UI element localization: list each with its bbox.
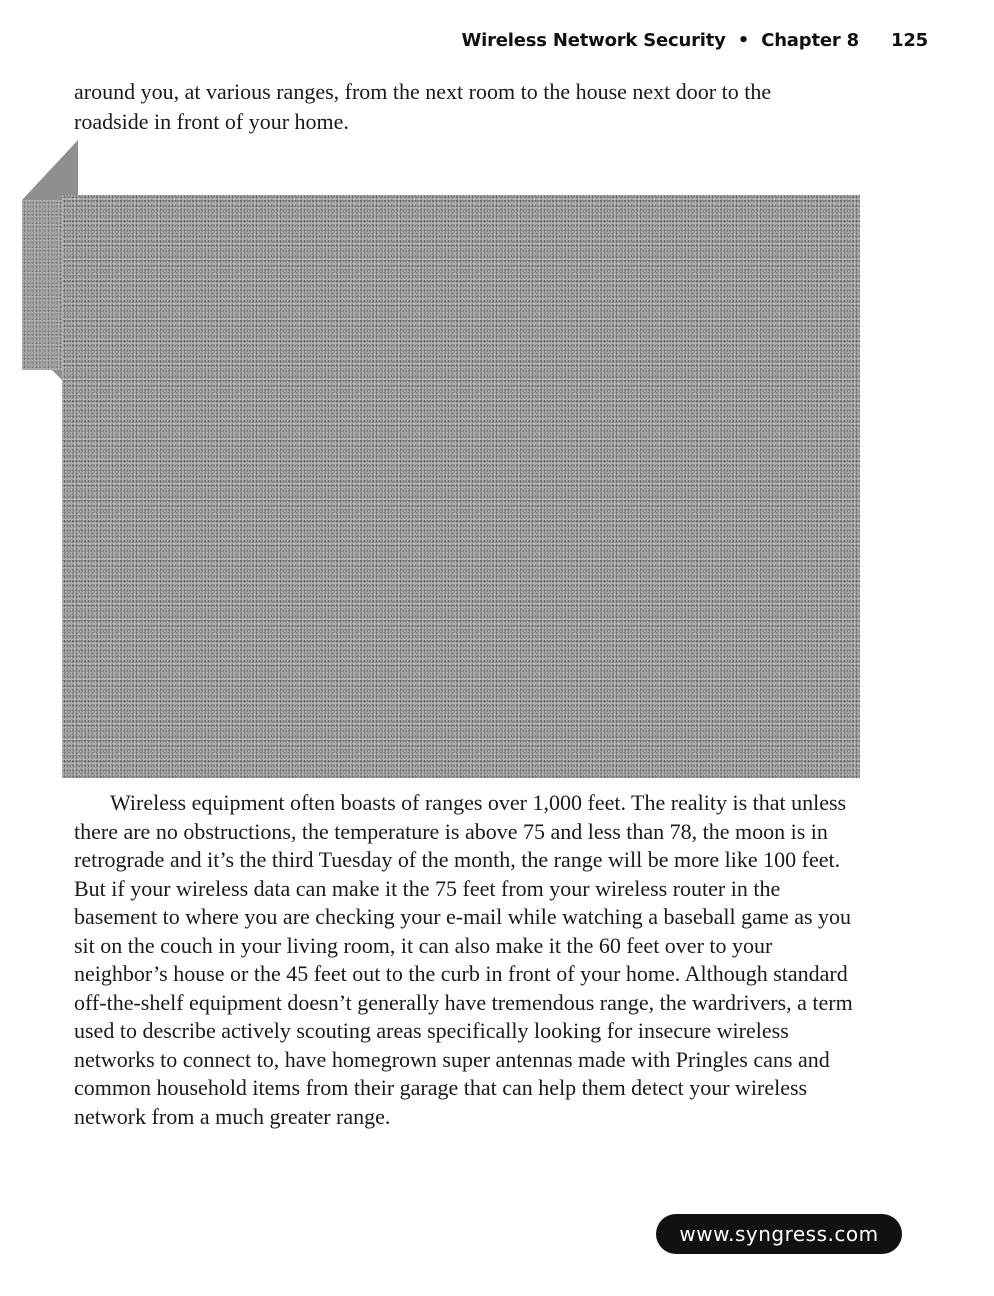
chapter-label: Chapter 8: [761, 30, 859, 51]
running-header: [0, 30, 928, 51]
page-number: 125: [891, 30, 928, 51]
publisher-url-badge[interactable]: www.syngress.com: [656, 1214, 902, 1254]
body-paragraph: Wireless equipment often boasts of ranges over 1,000 feet. The reality is that unless there are no obstructions, the temperature is above 75 and less than 78, the moon is in retrograde and it’s the third Tuesday of the month, the range will be more like 100 feet. But if your wireless data can make it the 75 feet from your wireless router in the basement to where you are checking your e-mail while watching a baseball game as you sit on the couch in your living room, it can also make it the 60 feet over to your neighbor’s house or the 45 feet out to the curb in front of your home. Although standard off-the-shelf equipment doesn’t generally have tremendous range, the wardrivers, a term used to describe actively scouting areas specifically looking for insecure wireless networks to connect to, have homegrown super antennas made with Pringles cans and common household items from their garage that can help them detect your wireless network from a much greater range.: [74, 790, 853, 1129]
intro-paragraph: around you, at various ranges, from the next room to the house next door to the roadside in front of your home.: [74, 79, 772, 134]
running-title: Wireless Network Security: [461, 30, 726, 51]
sidebar-figure-noise: [62, 195, 860, 778]
header-bullet: •: [737, 30, 750, 51]
